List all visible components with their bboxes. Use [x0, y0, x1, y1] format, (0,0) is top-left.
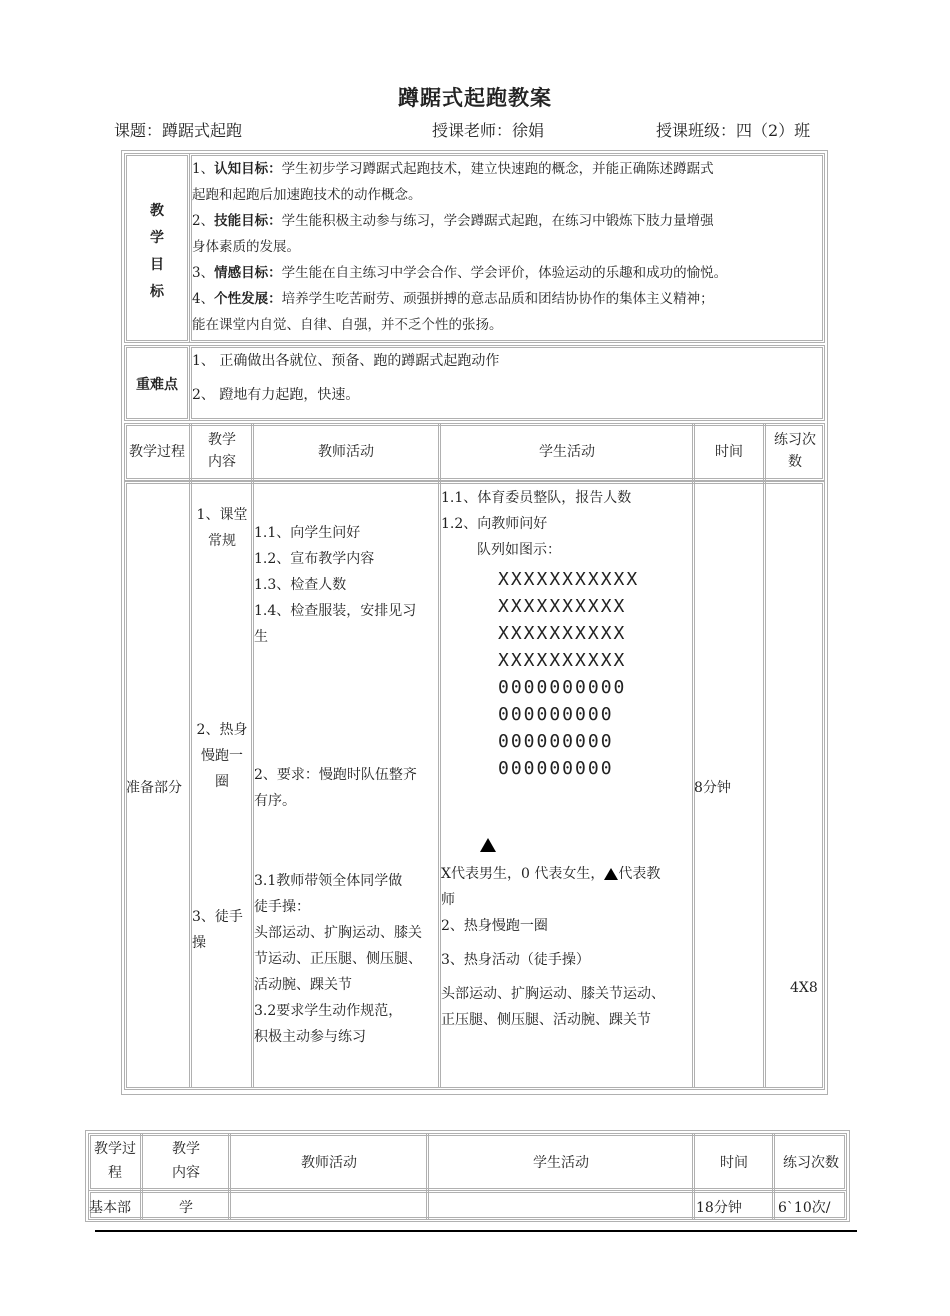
prep-student-bottom: 2、热身慢跑一圈 3、热身活动（徒手操） 头部运动、扩胸运动、膝关节运动、 正压腿、侧压腿、活动腕、踝关节 [441, 918, 665, 1028]
queue-row: XXXXXXXXXX [498, 623, 627, 644]
prep-reps: 4X8 [790, 980, 818, 996]
queue-row: 000000000 [498, 731, 614, 752]
t2-row-section: 基本部 [89, 1200, 131, 1216]
t2-row-reps: 6`10次/ [778, 1200, 831, 1216]
queue-row: XXXXXXXXXX [498, 650, 627, 671]
col-divider [426, 1133, 429, 1220]
keypoints-label: 重难点 [136, 377, 178, 393]
queue-row: 0000000000 [498, 677, 627, 698]
goal-item-cont: 身体素质的发展。 [192, 239, 300, 255]
t2-header-reps: 练习次数 [783, 1155, 839, 1171]
lesson-class: 授课班级：四（2）班 [656, 121, 811, 140]
goal-item-cont: 能在课堂内自觉、自律、自强，并不乏个性的张扬。 [192, 317, 503, 333]
goal-item: 3、情感目标：学生能在自主练习中学会合作、学会评价，体验运动的乐趣和成功的愉悦。 [192, 265, 728, 281]
keypoints-list [192, 348, 824, 408]
col-divider [772, 1133, 775, 1220]
header-teacher: 教师活动 [318, 444, 374, 460]
header-process: 教学过程 [129, 444, 185, 460]
prep-teacher-2: 2、要求：慢跑时队伍整齐 有序。 [254, 767, 417, 809]
goals-label: 教 学 目 标 [150, 203, 164, 300]
goal-item-cont: 起跑和起跑后加速跑技术的动作概念。 [192, 187, 422, 203]
lesson-topic: 课题：蹲踞式起跑 [114, 121, 243, 140]
lesson-teacher: 授课老师：徐娟 [432, 121, 545, 140]
col-divider [692, 1133, 695, 1220]
header-time: 时间 [715, 444, 743, 460]
keypoint-item: 2、 蹬地有力起跑，快速。 [192, 387, 360, 403]
teacher-position-icon [480, 838, 496, 852]
prep-section-label: 准备部分 [126, 780, 182, 796]
t2-header-process: 教学过 程 [94, 1141, 136, 1181]
t2-header-content: 教学 内容 [172, 1141, 200, 1181]
prep-content-3: 3、徒手 操 [192, 909, 243, 951]
queue-row: XXXXXXXXXXX [498, 569, 640, 590]
t2-header-student: 学生活动 [533, 1155, 589, 1171]
goal-item: 4、个性发展：培养学生吃苦耐劳、顽强拼搏的意志品质和团结协协作的集体主义精神； [192, 291, 714, 307]
queue-legend: X代表男生，0 代表女生， 代表教 师 [441, 866, 661, 908]
goals-list [192, 156, 824, 338]
t2-row-content: 学 [179, 1200, 193, 1216]
queue-row: 000000000 [498, 704, 614, 725]
header-reps: 练习次 数 [774, 432, 816, 470]
prep-teacher-3: 3.1教师带领全体同学做 徒手操： 头部运动、扩胸运动、膝关 节运动、正压腿、侧压腿、 活动腕、踝关节 3.2要求学生动作规范， 积极主动参与练习 [254, 873, 422, 1045]
prep-content-1: 1、课堂 常规 [196, 507, 248, 549]
header-student: 学生活动 [539, 444, 595, 460]
goal-item: 1、认知目标：学生初步学习蹲踞式起跑技术，建立快速跑的概念，并能正确陈述蹲踞式 [192, 161, 714, 177]
page-bottom-rule [95, 1230, 857, 1232]
prep-teacher-1: 1.1、向学生问好 1.2、宣布教学内容 1.3、检查人数 1.4、检查服装，安排见习 生 [254, 525, 417, 645]
t2-header-teacher: 教师活动 [301, 1155, 357, 1171]
t2-header-time: 时间 [720, 1155, 748, 1171]
goal-item: 2、技能目标：学生能积极主动参与练习，学会蹲踞式起跑，在练习中锻炼下肢力量增强 [192, 213, 714, 229]
queue-row: XXXXXXXXXX [498, 596, 627, 617]
header-content: 教学 内容 [208, 432, 236, 470]
queue-diagram [498, 566, 688, 782]
teacher-triangle-icon [604, 868, 618, 880]
t2-row-time: 18分钟 [696, 1200, 742, 1216]
prep-content-2: 2、热身 慢跑一 圈 [196, 722, 248, 790]
page-title: 蹲踞式起跑教案 [398, 86, 552, 110]
prep-time: 8分钟 [694, 780, 731, 796]
keypoint-item: 1、 正确做出各就位、预备、跑的蹲踞式起跑动作 [192, 353, 500, 369]
prep-student-top: 1.1、体育委员整队，报告人数 1.2、向教师问好 队列如图示： [441, 490, 632, 558]
queue-row: 000000000 [498, 758, 614, 779]
